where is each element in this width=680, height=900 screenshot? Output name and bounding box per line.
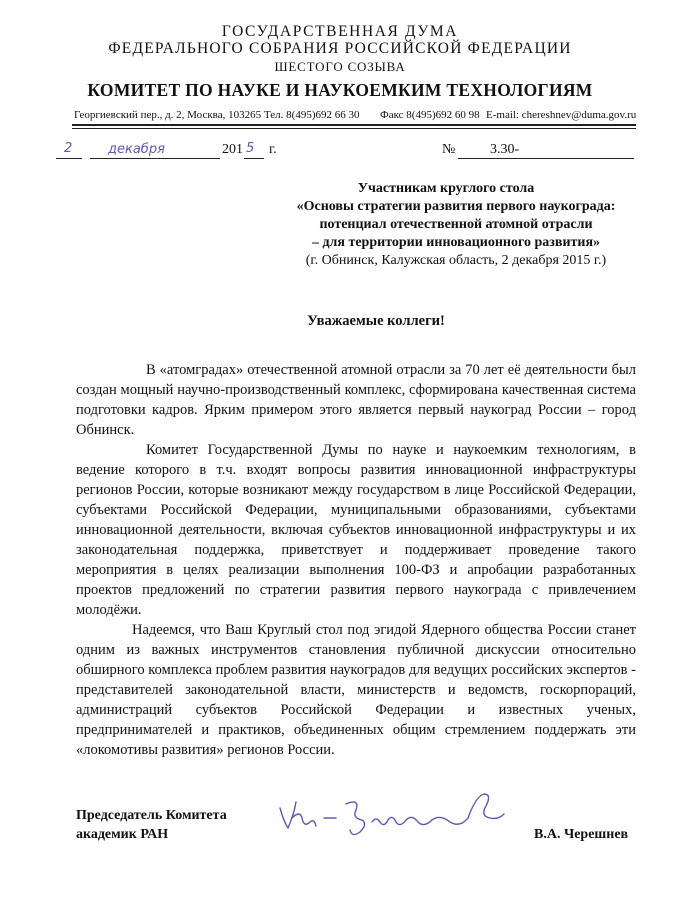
signatory-title — [76, 806, 227, 844]
signatory-name: В.А. Черешнев — [534, 827, 629, 842]
letter-body — [76, 360, 636, 760]
addressee-line-5: (г. Обнинск, Калужская область, 2 декабря 2015 г.) — [305, 253, 607, 268]
date-year-label: г. — [269, 142, 277, 157]
letterhead-rule-thin — [72, 128, 636, 129]
signatory-title-line-2: академик РАН — [76, 827, 169, 842]
salutation: Уважаемые коллеги! — [307, 313, 445, 329]
date-day: 2 — [64, 141, 73, 156]
letterhead-committee: КОМИТЕТ ПО НАУКЕ И НАУКОЕМКИМ ТЕХНОЛОГИЯМ — [87, 80, 593, 100]
contact-address: Георгиевский пер., д. 2, Москва, 103265 — [74, 109, 262, 121]
date-month: декабря — [108, 142, 165, 157]
addressee-line-2: «Основы стратегии развития первого наукограда: — [296, 199, 616, 214]
doc-number: 3.30- — [490, 142, 520, 157]
letterhead-rule-thick — [72, 124, 636, 126]
letterhead-line-duma: ГОСУДАРСТВЕННАЯ ДУМА — [221, 23, 459, 40]
addressee-line-4: – для территории инновационного развития» — [311, 235, 601, 250]
paragraph-1: В «атомградах» отечественной атомной отрасли за 70 лет её деятельности был создан мощный научно-производственный комплекс, сформирована качественная система подготовки кадров. Ярким примером этого является первый наукоград России – город Обнинск. — [76, 362, 636, 438]
addressee-line-3: потенциал отечественной атомной отрасли — [319, 217, 593, 232]
letterhead-line-convocation: ШЕСТОГО СОЗЫВА — [274, 59, 406, 74]
date-year-prefix: 201 — [222, 142, 243, 157]
contact-fax: Факс 8(495)692 60 98 — [380, 109, 480, 121]
date-year-suffix: 5 — [246, 141, 255, 156]
handwritten-signature — [272, 788, 512, 848]
contact-email: E-mail: chereshnev@duma.gov.ru — [486, 109, 637, 121]
doc-number-label: № — [442, 142, 456, 157]
letterhead-line-federal-assembly: ФЕДЕРАЛЬНОГО СОБРАНИЯ РОССИЙСКОЙ ФЕДЕРАЦИИ — [108, 40, 572, 57]
contact-phone: Тел. 8(495)692 66 30 — [264, 109, 360, 121]
addressee-line-1: Участникам круглого стола — [357, 181, 535, 196]
signatory-title-line-1: Председатель Комитета — [76, 808, 227, 823]
addressee-block — [276, 180, 636, 270]
dateline — [0, 142, 680, 162]
paragraph-2: Комитет Государственной Думы по науке и наукоемким технологиям, в ведение которого в т.ч. входят вопросы развития инновационной инфраструктуры регионов России, которые возникают между государством в лице Российской Федерации, субъектами Российской Федерации, муниципальными образованиями, субъектами инновационной деятельности, включая субъектов инновационной инфраструктуры и их законодательная поддержка, приветствует и поддерживает проведение такого мероприятия в целях реализации выполнения 100-ФЗ и апробации разработанных проектов предложений по стратегии развития первого наукограда с привлечением молодёжи. — [76, 442, 636, 618]
paragraph-3: Надеемся, что Ваш Круглый стол под эгидой Ядерного общества России станет одним из важных инструментов становления публичной дискуссии относительно обширного комплекса проблем развития наукоградов для ведущих российских экспертов - представителей законодательной власти, министерств и ведомств, госкорпораций, администраций субъектов Российской Федерации и известных ученых, предпринимателей и практиков, объединенных общим стремлением поддержать эти «локомотивы развития» регионов России. — [76, 622, 636, 758]
